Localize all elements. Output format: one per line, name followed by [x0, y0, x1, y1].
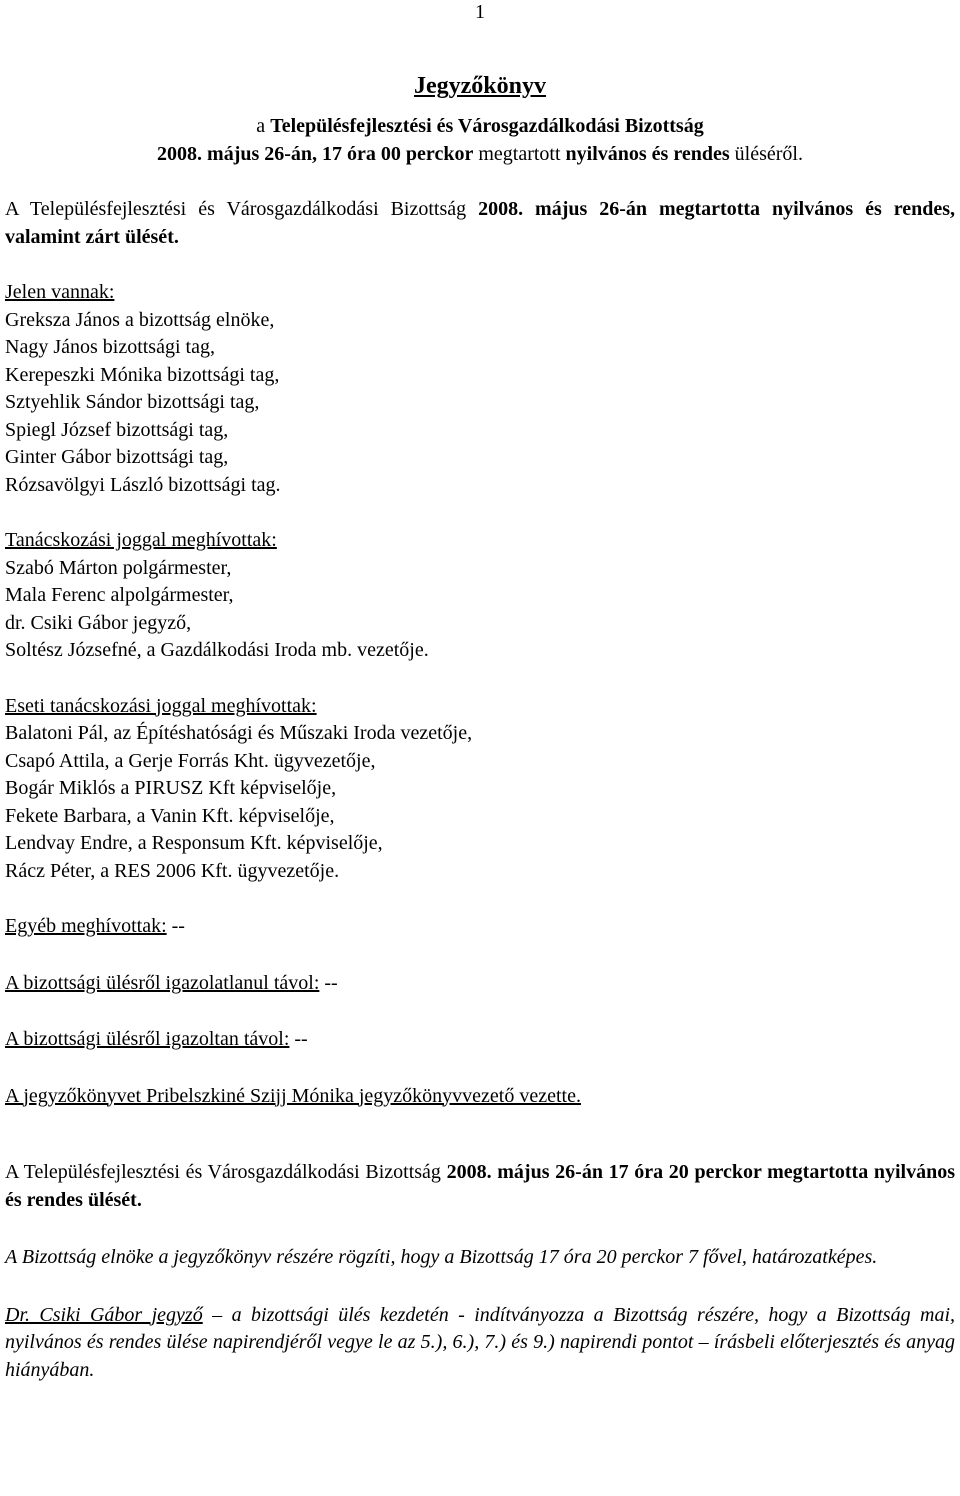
absent-unexcused — [5, 970, 955, 998]
intro-normal: A Településfejlesztési és Városgazdálkodási Bizottság — [5, 198, 479, 220]
list-item: dr. Csiki Gábor jegyző, — [5, 611, 192, 634]
meeting-type: nyilvános és rendes — [565, 142, 730, 165]
intro-paragraph — [5, 196, 955, 251]
committee-name: Településfejlesztési és Városgazdálkodási Bizottság — [270, 115, 704, 137]
subtitle-line-1 — [5, 113, 955, 141]
list-item: Balatoni Pál, az Építéshatósági és Műszaki Iroda vezetője, — [5, 722, 473, 744]
occasional-section — [5, 693, 955, 886]
absent-excused-label: A bizottsági ülésről igazoltan távol: — [5, 1028, 290, 1050]
list-item: Greksza János a bizottság elnöke, — [5, 308, 275, 331]
proposal-paragraph — [5, 1302, 955, 1385]
other-invited-label: Egyéb meghívottak: — [5, 915, 167, 937]
present-heading: Jelen vannak: — [5, 281, 115, 303]
list-item: Rózsavölgyi László bizottsági tag. — [5, 473, 281, 496]
subtitle-end: üléséről. — [729, 142, 803, 165]
list-item: Bogár Miklós a PIRUSZ Kft képviselője, — [5, 777, 337, 799]
list-item: Ginter Gábor bizottsági tag, — [5, 446, 229, 468]
advisory-section — [5, 527, 955, 665]
list-item: Sztyehlik Sándor bizottsági tag, — [5, 391, 260, 413]
present-section — [5, 279, 955, 499]
document-title: Jegyzőkönyv — [414, 73, 546, 99]
absent-unexcused-label: A bizottsági ülésről igazolatlanul távol: — [5, 971, 320, 994]
document-body — [5, 69, 955, 1384]
intro-bold: 2008. május 26-án megtartotta nyilvános és rendes, valamint zárt ülését. — [5, 198, 955, 248]
list-item: Lendvay Endre, a Responsum Kft. képviselője, — [5, 832, 383, 854]
list-item: Spiegl József bizottsági tag, — [5, 418, 229, 441]
other-invited-value: -- — [166, 915, 185, 937]
opening-bold: 2008. május 26-án 17 óra 20 perckor megtartotta nyilvános és rendes ülését. — [5, 1161, 955, 1211]
list-item: Kerepeszki Mónika bizottsági tag, — [5, 363, 280, 386]
quorum-paragraph: A Bizottság elnöke a jegyzőkönyv részére rögzíti, hogy a Bizottság 17 óra 20 perckor 7 fővel, határozatképes. — [5, 1246, 878, 1268]
list-item: Mala Ferenc alpolgármester, — [5, 584, 234, 606]
subtitle-mid: megtartott — [473, 142, 566, 165]
minutes-keeper: A jegyzőkönyvet Pribelszkiné Szijj Mónika jegyzőkönyvvezető vezette. — [5, 1084, 581, 1107]
other-invited — [5, 913, 955, 941]
proposal-text: – a bizottsági ülés kezdetén - indítványozza a Bizottság részére, hogy a Bizottság mai, nyilvános és rendes ülése napirendjéről vegye le az 5.), 6.), 7.) és 9.) napirendi pontot – írásbeli előterjesztés és anyag hiányában. — [5, 1303, 956, 1381]
list-item: Rácz Péter, a RES 2006 Kft. ügyvezetője. — [5, 859, 340, 882]
opening-normal: A Településfejlesztési és Városgazdálkodási Bizottság — [5, 1161, 447, 1183]
list-item: Szabó Márton polgármester, — [5, 556, 232, 579]
list-item: Soltész Józsefné, a Gazdálkodási Iroda mb. vezetője. — [5, 639, 429, 661]
occasional-heading: Eseti tanácskozási joggal meghívottak: — [5, 694, 317, 717]
subtitle-prefix: a — [256, 115, 271, 137]
subtitle-line-2 — [5, 141, 955, 169]
page-number: 1 — [475, 1, 485, 23]
list-item: Csapó Attila, a Gerje Forrás Kht. ügyvezetője, — [5, 749, 376, 772]
absent-excused-value: -- — [289, 1028, 308, 1050]
opening-paragraph — [5, 1159, 955, 1214]
absent-excused — [5, 1026, 955, 1054]
meeting-datetime: 2008. május 26-án, 17 óra 00 perckor — [157, 142, 474, 165]
proposal-speaker: Dr. Csiki Gábor jegyző — [5, 1303, 203, 1326]
list-item: Nagy János bizottsági tag, — [5, 336, 215, 358]
list-item: Fekete Barbara, a Vanin Kft. képviselője, — [5, 804, 335, 827]
absent-unexcused-value: -- — [319, 971, 338, 994]
advisory-heading: Tanácskozási joggal meghívottak: — [5, 529, 277, 551]
